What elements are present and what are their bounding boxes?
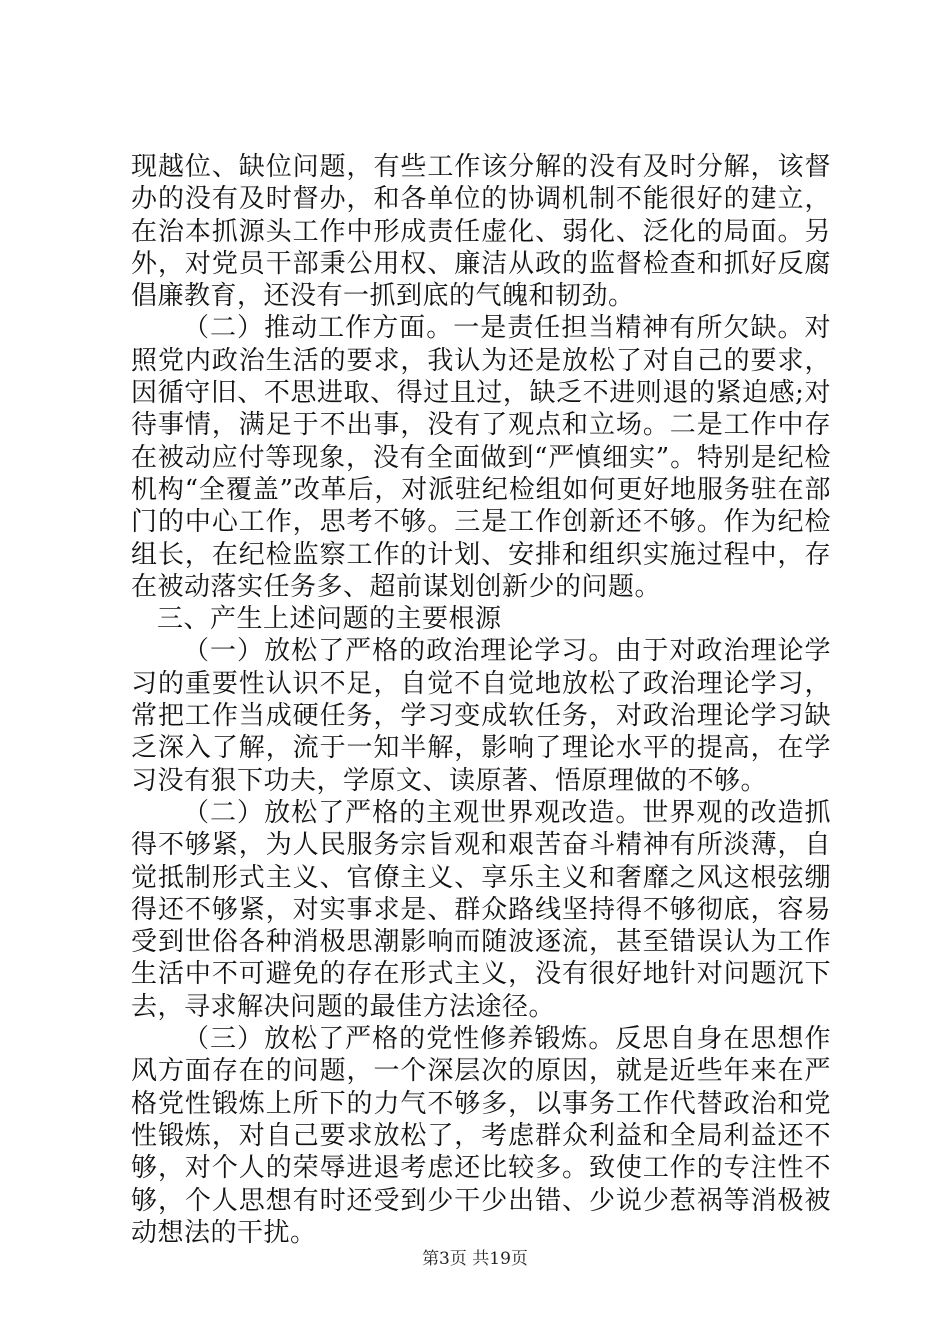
paragraph-work-promotion: （二）推动工作方面。一是责任担当精神有所欠缺。对照党内政治生活的要求，我认为还是放松了对自己的要求，因循守旧、不思进取、得过且过，缺乏不进则退的紧迫感;对待事情，满足于不出事，没有了观点和立场。二是工作中存在被动应付等现象，没有全面做到“严慎细实”。特别是纪检机构“全覆盖”改革后，对派驻纪检组如何更好地服务驻在部门的中心工作，思考不够。三是工作创新还不够。作为纪检组长，在纪检监察工作的计划、安排和组织实施过程中，存在被动落实任务多、超前谋划创新少的问题。: [131, 313, 831, 602]
paragraph-worldview: （二）放松了严格的主观世界观改造。世界观的改造抓得不够紧，为人民服务宗旨观和艰苦奋斗精神有所淡薄，自觉抵制形式主义、官僚主义、享乐主义和奢靡之风这根弦绷得还不够紧，对实事求是、群众路线坚持得不够彻底，容易受到世俗各种消极思潮影响而随波逐流，甚至错误认为工作生活中不可避免的存在形式主义，没有很好地针对问题沉下去，寻求解决问题的最佳方法途径。: [131, 797, 831, 1022]
paragraph-party-spirit: （三）放松了严格的党性修养锻炼。反思自身在思想作风方面存在的问题，一个深层次的原因，就是近些年来在严格党性锻炼上所下的力气不够多，以事务工作代替政治和党性锻炼，对自己要求放松了，考虑群众利益和全局利益还不够，对个人的荣辱进退考虑还比较多。致使工作的专注性不够，个人思想有时还受到少干少出错、少说少惹祸等消极被动想法的干扰。: [131, 1024, 831, 1248]
paragraph-theory-study: （一）放松了严格的政治理论学习。由于对政治理论学习的重要性认识不足，自觉不自觉地放松了政治理论学习，常把工作当成硬任务，学习变成软任务，对政治理论学习缺乏深入了解，流于一知半解，影响了理论水平的提高，在学习没有狠下功夫，学原文、读原著、悟原理做的不够。: [131, 636, 831, 796]
paragraph-continuation: 现越位、缺位问题，有些工作该分解的没有及时分解，该督办的没有及时督办，和各单位的协调机制不能很好的建立，在治本抓源头工作中形成责任虚化、弱化、泛化的局面。另外，对党员干部秉公用权、廉洁从政的监督检查和抓好反腐倡廉教育，还没有一抓到底的气魄和韧劲。: [131, 152, 831, 312]
document-body: [131, 151, 831, 1249]
page-number-footer: 第3页 共19页: [422, 1249, 528, 1269]
section-heading-root-causes: 三、产生上述问题的主要根源: [157, 604, 502, 635]
